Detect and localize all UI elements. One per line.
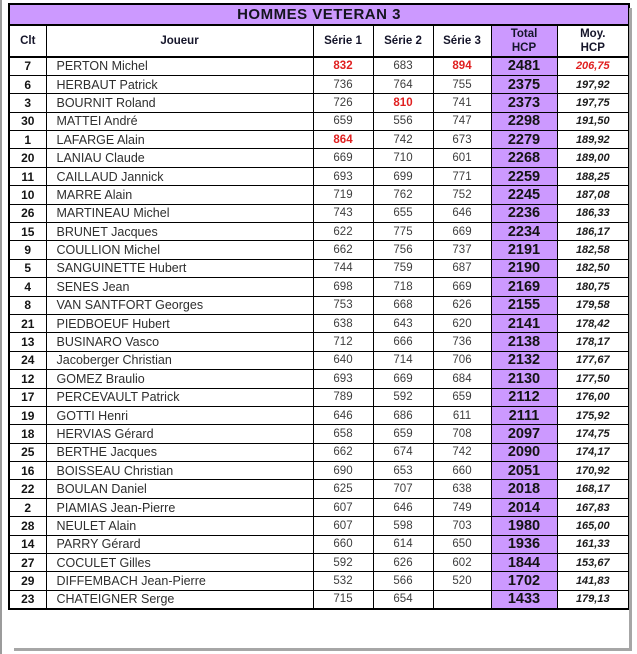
rank-cell: 25	[9, 443, 46, 461]
moy-hcp-cell: 177,50	[557, 370, 629, 388]
serie3-cell: 736	[433, 333, 491, 351]
table-row	[9, 241, 629, 259]
rank-cell: 18	[9, 425, 46, 443]
total-hcp-cell: 2112	[491, 388, 557, 406]
moy-hcp-cell: 182,58	[557, 241, 629, 259]
player-name-cell: COULLION Michel	[46, 241, 313, 259]
serie2-cell: 646	[373, 498, 433, 516]
table-row	[9, 75, 629, 93]
rank-cell: 9	[9, 241, 46, 259]
serie3-cell: 601	[433, 149, 491, 167]
serie1-cell: 625	[313, 480, 373, 498]
total-hcp-cell: 2373	[491, 94, 557, 112]
serie3-cell: 650	[433, 535, 491, 553]
table-row	[9, 167, 629, 185]
rank-cell: 13	[9, 333, 46, 351]
total-hcp-cell: 2481	[491, 57, 557, 75]
moy-hcp-cell: 189,00	[557, 149, 629, 167]
serie1-cell: 743	[313, 204, 373, 222]
rank-cell: 26	[9, 204, 46, 222]
serie2-cell: 626	[373, 554, 433, 572]
player-name-cell: PIEDBOEUF Hubert	[46, 314, 313, 332]
player-name-cell: PARRY Gérard	[46, 535, 313, 553]
serie1-cell: 607	[313, 498, 373, 516]
serie3-cell: 708	[433, 425, 491, 443]
table-row	[9, 425, 629, 443]
serie3-cell	[433, 590, 491, 608]
total-hcp-cell: 1702	[491, 572, 557, 590]
col-header-moy-line2: HCP	[580, 42, 605, 54]
serie1-cell: 532	[313, 572, 373, 590]
table-row	[9, 554, 629, 572]
moy-hcp-cell: 182,50	[557, 259, 629, 277]
moy-hcp-cell: 176,00	[557, 388, 629, 406]
serie2-cell: 683	[373, 57, 433, 75]
serie3-cell: 520	[433, 572, 491, 590]
total-hcp-cell: 2018	[491, 480, 557, 498]
col-header-serie1: Série 1	[313, 25, 373, 57]
serie1-cell: 712	[313, 333, 373, 351]
col-header-serie3: Série 3	[433, 25, 491, 57]
serie1-cell: 669	[313, 149, 373, 167]
serie3-cell: 706	[433, 351, 491, 369]
serie1-cell: 592	[313, 554, 373, 572]
results-table	[8, 3, 630, 610]
rank-cell: 8	[9, 296, 46, 314]
serie2-cell: 614	[373, 535, 433, 553]
table-row	[9, 480, 629, 498]
player-name-cell: MARTINEAU Michel	[46, 204, 313, 222]
player-name-cell: PERTON Michel	[46, 57, 313, 75]
serie1-cell: 726	[313, 94, 373, 112]
player-name-cell: LAFARGE Alain	[46, 131, 313, 149]
player-name-cell: PIAMIAS Jean-Pierre	[46, 498, 313, 516]
rank-cell: 30	[9, 112, 46, 130]
serie2-cell: 699	[373, 167, 433, 185]
rank-cell: 27	[9, 554, 46, 572]
moy-hcp-cell: 170,92	[557, 462, 629, 480]
moy-hcp-cell: 165,00	[557, 517, 629, 535]
player-name-cell: NEULET Alain	[46, 517, 313, 535]
moy-hcp-cell: 174,17	[557, 443, 629, 461]
serie2-cell: 654	[373, 590, 433, 608]
moy-hcp-cell: 174,75	[557, 425, 629, 443]
player-name-cell: HERVIAS Gérard	[46, 425, 313, 443]
col-header-moy-hcp	[557, 25, 629, 57]
rank-cell: 14	[9, 535, 46, 553]
serie3-cell: 669	[433, 278, 491, 296]
total-hcp-cell: 2132	[491, 351, 557, 369]
table-shadow-bottom	[14, 648, 632, 651]
serie1-cell: 744	[313, 259, 373, 277]
table-row	[9, 223, 629, 241]
results-body	[9, 57, 629, 609]
moy-hcp-cell: 177,67	[557, 351, 629, 369]
table-row	[9, 351, 629, 369]
serie2-cell: 556	[373, 112, 433, 130]
table-row	[9, 149, 629, 167]
serie2-cell: 764	[373, 75, 433, 93]
table-row	[9, 112, 629, 130]
serie1-cell: 719	[313, 186, 373, 204]
serie2-cell: 810	[373, 94, 433, 112]
player-name-cell: BUSINARO Vasco	[46, 333, 313, 351]
rank-cell: 12	[9, 370, 46, 388]
moy-hcp-cell: 141,83	[557, 572, 629, 590]
serie1-cell: 658	[313, 425, 373, 443]
table-row	[9, 406, 629, 424]
serie3-cell: 638	[433, 480, 491, 498]
serie2-cell: 659	[373, 425, 433, 443]
serie3-cell: 669	[433, 223, 491, 241]
rank-cell: 23	[9, 590, 46, 608]
total-hcp-cell: 1433	[491, 590, 557, 608]
total-hcp-cell: 2138	[491, 333, 557, 351]
serie2-cell: 762	[373, 186, 433, 204]
serie1-cell: 607	[313, 517, 373, 535]
table-shadow-right	[629, 8, 632, 649]
serie1-cell: 789	[313, 388, 373, 406]
serie1-cell: 660	[313, 535, 373, 553]
serie3-cell: 747	[433, 112, 491, 130]
player-name-cell: BRUNET Jacques	[46, 223, 313, 241]
serie2-cell: 566	[373, 572, 433, 590]
player-name-cell: MARRE Alain	[46, 186, 313, 204]
serie2-cell: 655	[373, 204, 433, 222]
serie1-cell: 638	[313, 314, 373, 332]
table-row	[9, 517, 629, 535]
col-header-serie2: Série 2	[373, 25, 433, 57]
table-row	[9, 535, 629, 553]
table-row	[9, 131, 629, 149]
serie3-cell: 620	[433, 314, 491, 332]
serie2-cell: 598	[373, 517, 433, 535]
title-row	[9, 4, 629, 25]
serie1-cell: 690	[313, 462, 373, 480]
moy-hcp-cell: 189,92	[557, 131, 629, 149]
table-row	[9, 314, 629, 332]
serie1-cell: 753	[313, 296, 373, 314]
player-name-cell: COCULET Gilles	[46, 554, 313, 572]
moy-hcp-cell: 197,92	[557, 75, 629, 93]
player-name-cell: SANGUINETTE Hubert	[46, 259, 313, 277]
player-name-cell: BOULAN Daniel	[46, 480, 313, 498]
player-name-cell: CHATEIGNER Serge	[46, 590, 313, 608]
player-name-cell: CAILLAUD Jannick	[46, 167, 313, 185]
total-hcp-cell: 2130	[491, 370, 557, 388]
serie3-cell: 673	[433, 131, 491, 149]
total-hcp-cell: 1936	[491, 535, 557, 553]
rank-cell: 17	[9, 388, 46, 406]
serie1-cell: 715	[313, 590, 373, 608]
serie3-cell: 659	[433, 388, 491, 406]
player-name-cell: Jacoberger Christian	[46, 351, 313, 369]
total-hcp-cell: 2279	[491, 131, 557, 149]
player-name-cell: GOMEZ Braulio	[46, 370, 313, 388]
table-row	[9, 462, 629, 480]
moy-hcp-cell: 153,67	[557, 554, 629, 572]
player-name-cell: LANIAU Claude	[46, 149, 313, 167]
rank-cell: 20	[9, 149, 46, 167]
serie2-cell: 666	[373, 333, 433, 351]
moy-hcp-cell: 167,83	[557, 498, 629, 516]
table-row	[9, 57, 629, 75]
serie3-cell: 646	[433, 204, 491, 222]
moy-hcp-cell: 179,13	[557, 590, 629, 608]
table-row	[9, 498, 629, 516]
serie3-cell: 703	[433, 517, 491, 535]
moy-hcp-cell: 168,17	[557, 480, 629, 498]
serie2-cell: 707	[373, 480, 433, 498]
serie1-cell: 832	[313, 57, 373, 75]
player-name-cell: VAN SANTFORT Georges	[46, 296, 313, 314]
serie2-cell: 653	[373, 462, 433, 480]
page-left-edge	[0, 0, 2, 654]
player-name-cell: SENES Jean	[46, 278, 313, 296]
serie2-cell: 592	[373, 388, 433, 406]
rank-cell: 10	[9, 186, 46, 204]
rank-cell: 22	[9, 480, 46, 498]
serie2-cell: 759	[373, 259, 433, 277]
table-row	[9, 590, 629, 608]
serie1-cell: 698	[313, 278, 373, 296]
moy-hcp-cell: 188,25	[557, 167, 629, 185]
total-hcp-cell: 2097	[491, 425, 557, 443]
serie3-cell: 752	[433, 186, 491, 204]
serie1-cell: 864	[313, 131, 373, 149]
serie3-cell: 611	[433, 406, 491, 424]
table-row	[9, 186, 629, 204]
table-row	[9, 94, 629, 112]
total-hcp-cell: 2191	[491, 241, 557, 259]
table-row	[9, 388, 629, 406]
rank-cell: 24	[9, 351, 46, 369]
player-name-cell: PERCEVAULT Patrick	[46, 388, 313, 406]
rank-cell: 15	[9, 223, 46, 241]
rank-cell: 16	[9, 462, 46, 480]
rank-cell: 29	[9, 572, 46, 590]
moy-hcp-cell: 191,50	[557, 112, 629, 130]
serie1-cell: 640	[313, 351, 373, 369]
total-hcp-cell: 2298	[491, 112, 557, 130]
serie2-cell: 718	[373, 278, 433, 296]
column-header-row	[9, 25, 629, 57]
rank-cell: 3	[9, 94, 46, 112]
table-row	[9, 259, 629, 277]
serie1-cell: 622	[313, 223, 373, 241]
serie1-cell: 646	[313, 406, 373, 424]
col-header-total-line1: Total	[510, 27, 538, 40]
rank-cell: 4	[9, 278, 46, 296]
serie1-cell: 662	[313, 443, 373, 461]
total-hcp-cell: 2014	[491, 498, 557, 516]
serie2-cell: 756	[373, 241, 433, 259]
serie1-cell: 693	[313, 167, 373, 185]
serie1-cell: 662	[313, 241, 373, 259]
serie3-cell: 684	[433, 370, 491, 388]
moy-hcp-cell: 178,42	[557, 314, 629, 332]
serie2-cell: 674	[373, 443, 433, 461]
rank-cell: 2	[9, 498, 46, 516]
serie3-cell: 755	[433, 75, 491, 93]
player-name-cell: DIFFEMBACH Jean-Pierre	[46, 572, 313, 590]
serie3-cell: 626	[433, 296, 491, 314]
table-row	[9, 204, 629, 222]
moy-hcp-cell: 197,75	[557, 94, 629, 112]
serie1-cell: 659	[313, 112, 373, 130]
serie2-cell: 742	[373, 131, 433, 149]
player-name-cell: HERBAUT Patrick	[46, 75, 313, 93]
moy-hcp-cell: 187,08	[557, 186, 629, 204]
serie3-cell: 741	[433, 94, 491, 112]
moy-hcp-cell: 161,33	[557, 535, 629, 553]
table-row	[9, 278, 629, 296]
serie3-cell: 742	[433, 443, 491, 461]
serie3-cell: 687	[433, 259, 491, 277]
serie2-cell: 643	[373, 314, 433, 332]
moy-hcp-cell: 206,75	[557, 57, 629, 75]
total-hcp-cell: 2155	[491, 296, 557, 314]
total-hcp-cell: 2268	[491, 149, 557, 167]
table-row	[9, 370, 629, 388]
player-name-cell: BOISSEAU Christian	[46, 462, 313, 480]
rank-cell: 5	[9, 259, 46, 277]
table-row	[9, 333, 629, 351]
moy-hcp-cell: 186,17	[557, 223, 629, 241]
moy-hcp-cell: 178,17	[557, 333, 629, 351]
serie1-cell: 693	[313, 370, 373, 388]
total-hcp-cell: 2169	[491, 278, 557, 296]
serie2-cell: 775	[373, 223, 433, 241]
serie3-cell: 737	[433, 241, 491, 259]
rank-cell: 6	[9, 75, 46, 93]
serie2-cell: 710	[373, 149, 433, 167]
col-header-total-line2: HCP	[511, 42, 537, 54]
col-header-moy-line1: Moy.	[580, 27, 606, 40]
table-row	[9, 572, 629, 590]
total-hcp-cell: 2190	[491, 259, 557, 277]
moy-hcp-cell: 175,92	[557, 406, 629, 424]
rank-cell: 1	[9, 131, 46, 149]
total-hcp-cell: 1844	[491, 554, 557, 572]
total-hcp-cell: 2234	[491, 223, 557, 241]
player-name-cell: GOTTI Henri	[46, 406, 313, 424]
results-sheet	[8, 3, 630, 610]
rank-cell: 7	[9, 57, 46, 75]
serie1-cell: 736	[313, 75, 373, 93]
moy-hcp-cell: 179,58	[557, 296, 629, 314]
table-row	[9, 296, 629, 314]
table-title: HOMMES VETERAN 3	[9, 4, 629, 25]
player-name-cell: BOURNIT Roland	[46, 94, 313, 112]
total-hcp-cell: 1980	[491, 517, 557, 535]
serie2-cell: 714	[373, 351, 433, 369]
serie2-cell: 686	[373, 406, 433, 424]
total-hcp-cell: 2259	[491, 167, 557, 185]
player-name-cell: MATTEI André	[46, 112, 313, 130]
total-hcp-cell: 2090	[491, 443, 557, 461]
player-name-cell: BERTHE Jacques	[46, 443, 313, 461]
rank-cell: 28	[9, 517, 46, 535]
col-header-joueur: Joueur	[46, 25, 313, 57]
total-hcp-cell: 2141	[491, 314, 557, 332]
moy-hcp-cell: 186,33	[557, 204, 629, 222]
rank-cell: 19	[9, 406, 46, 424]
total-hcp-cell: 2051	[491, 462, 557, 480]
col-header-total-hcp	[491, 25, 557, 57]
total-hcp-cell: 2375	[491, 75, 557, 93]
rank-cell: 21	[9, 314, 46, 332]
serie3-cell: 894	[433, 57, 491, 75]
total-hcp-cell: 2245	[491, 186, 557, 204]
serie3-cell: 749	[433, 498, 491, 516]
serie3-cell: 660	[433, 462, 491, 480]
serie2-cell: 669	[373, 370, 433, 388]
moy-hcp-cell: 180,75	[557, 278, 629, 296]
total-hcp-cell: 2111	[491, 406, 557, 424]
total-hcp-cell: 2236	[491, 204, 557, 222]
rank-cell: 11	[9, 167, 46, 185]
serie2-cell: 668	[373, 296, 433, 314]
table-row	[9, 443, 629, 461]
serie3-cell: 771	[433, 167, 491, 185]
serie3-cell: 602	[433, 554, 491, 572]
col-header-clt: Clt	[9, 25, 46, 57]
